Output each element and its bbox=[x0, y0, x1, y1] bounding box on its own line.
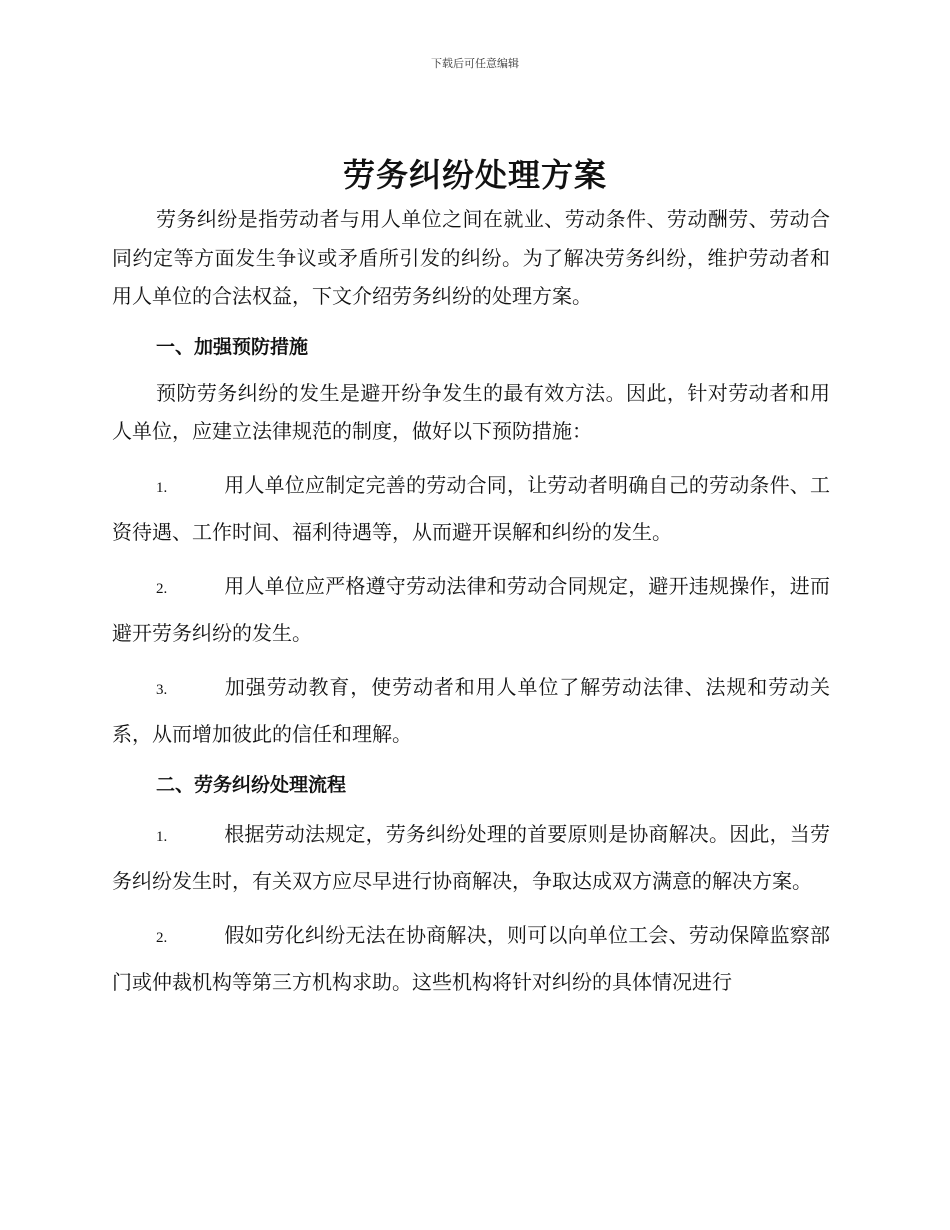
list-item-text: 假如劳化纠纷无法在协商解决，则可以向单位工会、劳动保障监察部门或仲裁机构等第三方机构求助。这些机构将针对纠纷的具体情况进行 bbox=[112, 922, 830, 994]
document-title: 劳务纠纷处理方案 bbox=[342, 156, 607, 194]
list-item bbox=[112, 463, 830, 554]
list-item-number: 1. bbox=[156, 479, 168, 496]
list-item-text: 根据劳动法规定，劳务纠纷处理的首要原则是协商解决。因此，当劳务纠纷发生时，有关双方应尽早进行协商解决，争取达成双方满意的解决方案。 bbox=[112, 821, 830, 893]
list-item-text: 加强劳动教育，使劳动者和用人单位了解劳动法律、法规和劳动关系，从而增加彼此的信任和理解。 bbox=[112, 674, 830, 746]
list-item-text: 用人单位应严格遵守劳动法律和劳动合同规定，避开违规操作，进而避开劳务纠纷的发生。 bbox=[112, 573, 830, 645]
list-item-number: 2. bbox=[156, 929, 168, 946]
section-paragraph-prevention: 预防劳务纠纷的发生是避开纷争发生的最有效方法。因此，针对劳动者和用人单位，应建立法律规范的制度，做好以下预防措施： bbox=[112, 380, 830, 443]
list-item-number: 3. bbox=[156, 681, 168, 698]
document-body bbox=[112, 200, 830, 1014]
list-item bbox=[112, 665, 830, 756]
list-item bbox=[112, 564, 830, 655]
section-heading-prevention: 一、加强预防措施 bbox=[156, 335, 309, 358]
list-item bbox=[112, 913, 830, 1004]
list-item-number: 1. bbox=[156, 828, 168, 845]
list-item-text: 用人单位应制定完善的劳动合同，让劳动者明确自己的劳动条件、工资待遇、工作时间、福利待遇等，从而避开误解和纠纷的发生。 bbox=[112, 472, 830, 544]
list-item-number: 2. bbox=[156, 580, 168, 597]
section-heading-process: 二、劳务纠纷处理流程 bbox=[156, 773, 347, 796]
list-item bbox=[112, 812, 830, 903]
header-note: 下载后可任意编辑 bbox=[431, 57, 519, 70]
intro-paragraph: 劳务纠纷是指劳动者与用人单位之间在就业、劳动条件、劳动酬劳、劳动合同约定等方面发生争议或矛盾所引发的纠纷。为了解决劳务纠纷，维护劳动者和用人单位的合法权益，下文介绍劳务纠纷的处理方案。 bbox=[112, 207, 830, 308]
